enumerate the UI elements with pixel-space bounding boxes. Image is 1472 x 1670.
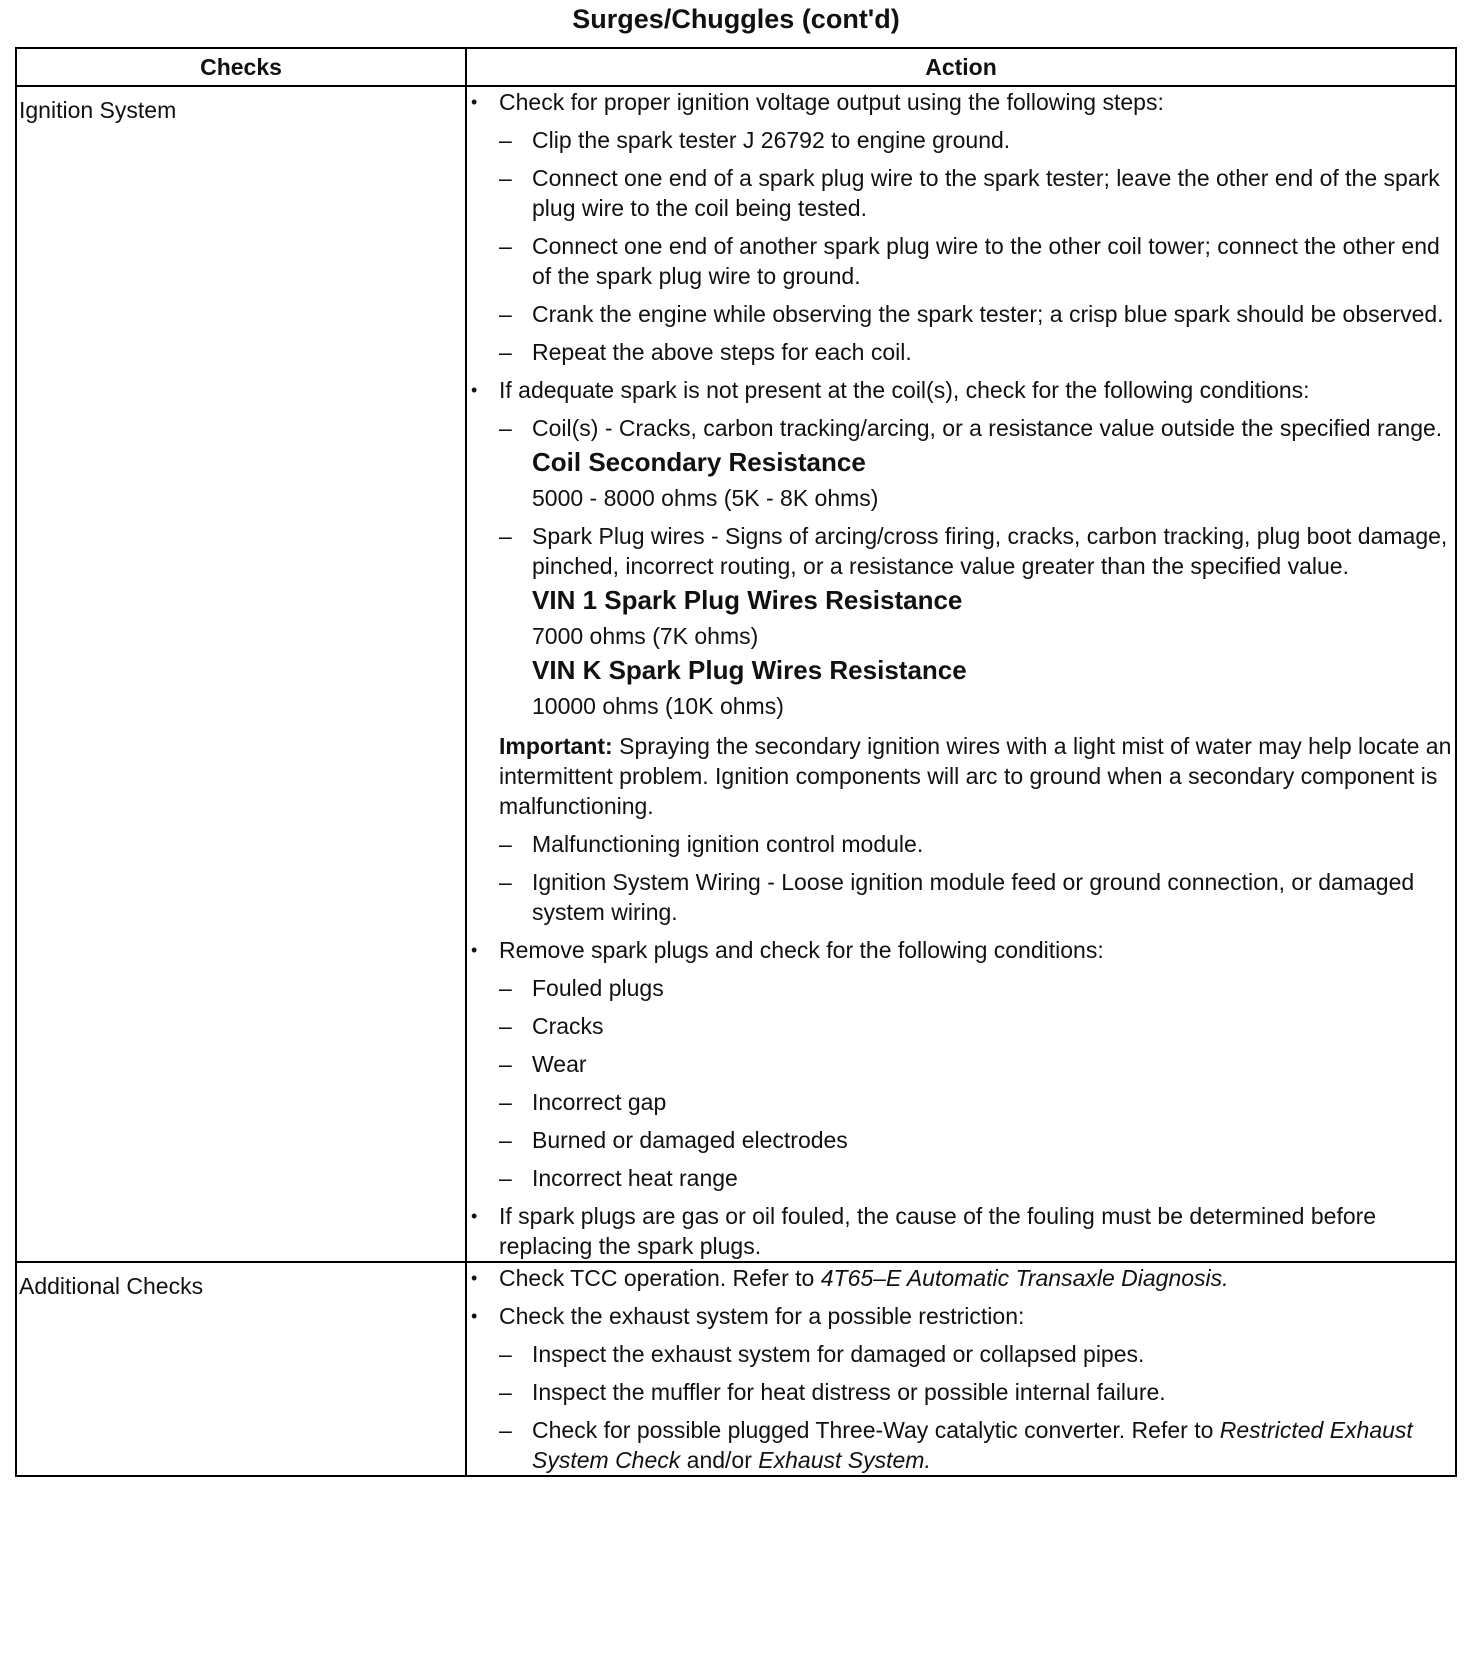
spec-title-vink: VIN K Spark Plug Wires Resistance <box>532 655 967 685</box>
cat-text: Check for possible plugged Three-Way catalytic converter. Refer to <box>532 1417 1214 1443</box>
cat-and: and/or <box>686 1447 752 1473</box>
bullet-spark-conditions: • If adequate spark is not present at the coil(s), check for the following conditions: <box>467 375 1455 405</box>
action-cell-ignition <box>466 86 1456 1262</box>
tcc-reference: 4T65–E Automatic Transaxle Diagnosis. <box>820 1265 1229 1291</box>
plug-condition-item: – Cracks <box>467 1011 1455 1041</box>
check-label-additional: Additional Checks <box>19 1273 204 1299</box>
step-item: – Repeat the above steps for each coil. <box>467 337 1455 367</box>
bullet-voltage-check: • Check for proper ignition voltage output using the following steps: <box>467 87 1455 117</box>
bullet-exhaust: • Check the exhaust system for a possible restriction: <box>467 1301 1455 1331</box>
important-text: Spraying the secondary ignition wires with a light mist of water may help locate an intermittent problem. Ignition components will arc to ground when a secondary component is malfunctioning. <box>499 733 1452 819</box>
bullet-remove-plugs: • Remove spark plugs and check for the following conditions: <box>467 935 1455 965</box>
condition-item-module: – Malfunctioning ignition control module. <box>467 829 1455 859</box>
cat-reference-exhaust: Exhaust System. <box>758 1447 931 1473</box>
check-cell <box>16 86 466 1262</box>
spec-title-coil: Coil Secondary Resistance <box>532 447 866 477</box>
diagnosis-table <box>15 47 1457 1477</box>
plug-condition-item: – Burned or damaged electrodes <box>467 1125 1455 1155</box>
action-header: Action <box>466 48 1456 86</box>
bullet-fouling: • If spark plugs are gas or oil fouled, the cause of the fouling must be determined before replacing the spark plugs. <box>467 1201 1455 1261</box>
plug-condition-item: – Fouled plugs <box>467 973 1455 1003</box>
spec-title-vin1: VIN 1 Spark Plug Wires Resistance <box>532 585 963 615</box>
exhaust-step-item: – Inspect the exhaust system for damaged or collapsed pipes. <box>467 1339 1455 1369</box>
checks-header: Checks <box>16 48 466 86</box>
spec-value-vink: 10000 ohms (10K ohms) <box>532 693 784 719</box>
check-cell <box>16 1262 466 1476</box>
action-cell-additional <box>466 1262 1456 1476</box>
plug-condition-item: – Wear <box>467 1049 1455 1079</box>
condition-item-wiring: – Ignition System Wiring - Loose ignition module feed or ground connection, or damaged system wiring. <box>467 867 1455 927</box>
table-row-additional <box>16 1262 1456 1476</box>
plug-condition-item: – Incorrect gap <box>467 1087 1455 1117</box>
step-item: – Crank the engine while observing the spark tester; a crisp blue spark should be observed. <box>467 299 1455 329</box>
exhaust-step-item: – Inspect the muffler for heat distress or possible internal failure. <box>467 1377 1455 1407</box>
condition-item-coil: – Coil(s) - Cracks, carbon tracking/arcing, or a resistance value outside the specified range. <box>467 413 1455 443</box>
table-row-ignition <box>16 86 1456 1262</box>
tcc-text: Check TCC operation. Refer to <box>499 1265 815 1291</box>
important-label: Important: <box>499 733 613 759</box>
spec-value-coil: 5000 - 8000 ohms (5K - 8K ohms) <box>532 485 879 511</box>
catalytic-step <box>467 1415 1455 1475</box>
step-item: – Connect one end of another spark plug wire to the other coil tower; connect the other end of the spark plug wire to ground. <box>467 231 1455 291</box>
important-note <box>467 731 1455 821</box>
cat-reference-restricted: Restricted Exhaust System Check <box>532 1417 1413 1473</box>
bullet-tcc <box>467 1263 1455 1293</box>
step-item: – Connect one end of a spark plug wire to the spark tester; leave the other end of the spark plug wire to the coil being tested. <box>467 163 1455 223</box>
plug-condition-item: – Incorrect heat range <box>467 1163 1455 1193</box>
spec-value-vin1: 7000 ohms (7K ohms) <box>532 623 759 649</box>
page-title: Surges/Chuggles (cont'd) <box>572 4 900 34</box>
check-label-ignition: Ignition System <box>19 97 177 123</box>
condition-item-wires: – Spark Plug wires - Signs of arcing/cross firing, cracks, carbon tracking, plug boot damage, pinched, incorrect routing, or a resistance value greater than the specified value. <box>467 521 1455 581</box>
header-row <box>16 48 1456 86</box>
step-item: – Clip the spark tester J 26792 to engine ground. <box>467 125 1455 155</box>
